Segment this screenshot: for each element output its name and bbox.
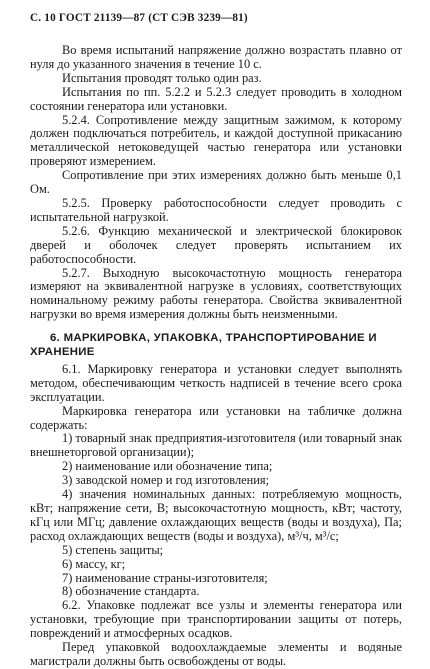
document-body (30, 44, 402, 669)
paragraph: Во время испытаний напряжение должно возрастать плавно от нуля до указанного значения в течение 10 с. (30, 43, 402, 71)
paragraph: 5.2.4. Сопротивление между защитным зажимом, к которому должен подключаться потребитель, и каждой доступной прикасанию металлической нетоковедущей частью генератора или установки проверяют измерением. (30, 112, 402, 169)
list-item: 6) массу, кг; (62, 556, 126, 571)
paragraph: Сопротивление при этих измерениях должно быть меньше 0,1 Ом. (30, 168, 402, 197)
paragraph: 5.2.7. Выходную высокочастотную мощность генератора измеряют на эквивалентной нагрузке в условиях, соответствующих номинальному режиму работы генератора. Свойства эквивалентной нагрузки во время измерения должны быть неизменными. (30, 265, 402, 322)
paragraph: 6.1. Маркировку генератора и установки следует выполнять методом, обеспечивающим четкость надписей в течение всего срока эксплуатации. (30, 361, 402, 404)
list-item: 8) обозначение стандарта. (62, 584, 200, 599)
list-item: 1) товарный знак предприятия-изготовителя (или товарный знак внешнеторговой организации); (30, 431, 402, 460)
paragraph: 5.2.6. Функцию механической и электрической блокировок дверей и оболочек следует проверять испытанием их работоспособности. (30, 223, 402, 266)
list-item: 2) наименование или обозначение типа; (62, 459, 273, 474)
paragraph: Маркировка генератора или установки на табличке должна содержать: (30, 403, 402, 432)
list-item: 7) наименование страны-изготовителя; (62, 570, 268, 585)
page-header: С. 10 ГОСТ 21139—87 (СТ СЭВ 3239—81) (30, 12, 248, 24)
paragraph: Перед упаковкой водоохлаждаемые элементы и водяные магистрали должны быть освобождены от воды. (30, 640, 402, 668)
list-item: 4) значения номинальных данных: потребляемую мощность, кВт; напряжение сети, В; высокочастотную мощность, кВт; частоту, кГц или МГц; давление охлаждающих веществ (воды и воздуха), Па; расход охлаждающих веществ (воды и воздуха), м³/ч, м³/с; (30, 487, 402, 543)
paragraph: 6.2. Упаковке подлежат все узлы и элементы генератора или установки, требующие при транспортировании защиты от потерь, повреждений и атмосферных осадков. (30, 598, 402, 641)
paragraph: Испытания проводят только один раз. (62, 70, 262, 85)
list-item: 3) заводской номер и год изготовления; (62, 473, 270, 488)
section-title: 6. МАРКИРОВКА, УПАКОВКА, ТРАНСПОРТИРОВАНИЕ И ХРАНЕНИЕ (30, 332, 377, 359)
paragraph: Испытания по пп. 5.2.2 и 5.2.3 следует проводить в холодном состоянии генератора или установки. (30, 84, 402, 113)
paragraph: 5.2.5. Проверку работоспособности следует проводить с испытательной нагрузкой. (30, 195, 402, 224)
list-item: 5) степень защиты; (62, 542, 164, 557)
